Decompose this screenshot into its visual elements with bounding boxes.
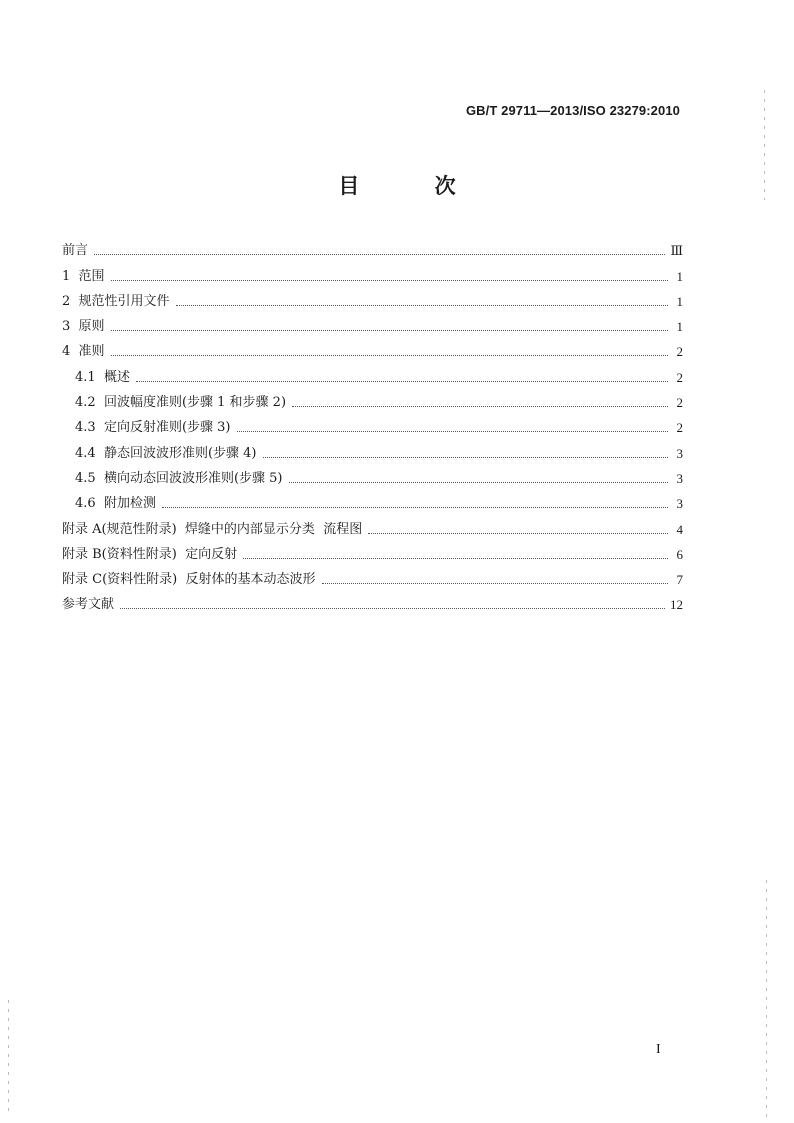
toc-entry[interactable]: [62, 487, 683, 512]
toc-entry[interactable]: [62, 563, 683, 588]
page-number: I: [656, 1042, 661, 1057]
toc-leader-dots: [322, 583, 669, 584]
toc-entry-page: 12: [670, 597, 683, 613]
toc-entry-label: 4 准则: [62, 344, 105, 360]
toc-entry[interactable]: [62, 310, 683, 335]
toc-entry-label: 4.6 附加检测: [75, 496, 156, 512]
toc-leader-dots: [162, 507, 668, 508]
toc-leader-dots: [94, 254, 665, 255]
toc-entry-page: 1: [676, 319, 683, 335]
toc-entry-page: Ⅲ: [670, 243, 683, 259]
toc-entry[interactable]: [62, 386, 683, 411]
toc-entry[interactable]: [62, 259, 683, 284]
toc-leader-dots: [120, 608, 665, 609]
toc-entry-page: 2: [676, 369, 683, 385]
toc-entry-page: 1: [676, 268, 683, 284]
toc-leader-dots: [263, 457, 669, 458]
toc-entry[interactable]: [62, 335, 683, 360]
toc-leader-dots: [243, 558, 668, 559]
toc-entry-page: 3: [676, 445, 683, 461]
toc-entry-label: 4.4 静态回波波形准则(步骤 4): [75, 445, 257, 461]
toc-entry[interactable]: [62, 512, 683, 537]
toc-leader-dots: [111, 330, 668, 331]
standard-code: GB/T 29711—2013/ISO 23279:2010: [465, 103, 680, 118]
toc-entry-label: 附录 C(资料性附录) 反射体的基本动态波形: [62, 572, 316, 588]
toc-leader-dots: [136, 381, 668, 382]
toc-entry-label: 1 范围: [62, 268, 105, 284]
toc-entry-page: 7: [676, 572, 683, 588]
toc-entry-page: 2: [676, 395, 683, 411]
toc-entry-label: 附录 B(资料性附录) 定向反射: [62, 546, 238, 562]
toc-entry-page: 2: [676, 420, 683, 436]
toc-entry[interactable]: [62, 234, 683, 259]
toc-entry-page: 2: [676, 344, 683, 360]
toc-entry[interactable]: [62, 436, 683, 461]
toc-entry[interactable]: [62, 285, 683, 310]
toc-entry-label: 2 规范性引用文件: [62, 293, 170, 309]
toc-entry-label: 4.2 回波幅度准则(步骤 1 和步骤 2): [75, 395, 287, 411]
toc-entry[interactable]: [62, 411, 683, 436]
toc-leader-dots: [292, 406, 668, 407]
toc-leader-dots: [289, 482, 669, 483]
toc-entry-label: 4.3 定向反射准则(步骤 3): [75, 420, 231, 436]
toc-entry[interactable]: [62, 538, 683, 563]
toc-entry-page: 3: [676, 470, 683, 486]
toc-entry[interactable]: [62, 360, 683, 385]
toc-entry-page: 6: [676, 546, 683, 562]
toc-leader-dots: [111, 355, 668, 356]
toc-entry[interactable]: [62, 588, 683, 613]
toc-entry-page: 3: [676, 496, 683, 512]
toc-entry-label: 前言: [62, 243, 89, 259]
toc-leader-dots: [237, 431, 669, 432]
toc-entry-page: 4: [676, 521, 683, 537]
toc-leader-dots: [111, 280, 668, 281]
toc-entry[interactable]: [62, 462, 683, 487]
toc-entry-label: 附录 A(规范性附录) 焊缝中的内部显示分类 流程图: [62, 521, 363, 537]
toc-leader-dots: [368, 533, 668, 534]
toc-leader-dots: [176, 305, 668, 306]
toc-entry-page: 1: [676, 293, 683, 309]
page-title: 目 次: [338, 173, 490, 198]
toc-entry-label: 4.1 概述: [75, 369, 130, 385]
binding-mark-right-lower: [766, 880, 767, 1120]
table-of-contents: [62, 234, 683, 613]
toc-entry-label: 3 原则: [62, 319, 105, 335]
toc-entry-label: 参考文献: [62, 597, 115, 613]
binding-mark-left: [8, 1000, 9, 1115]
toc-entry-label: 4.5 横向动态回波波形准则(步骤 5): [75, 470, 283, 486]
